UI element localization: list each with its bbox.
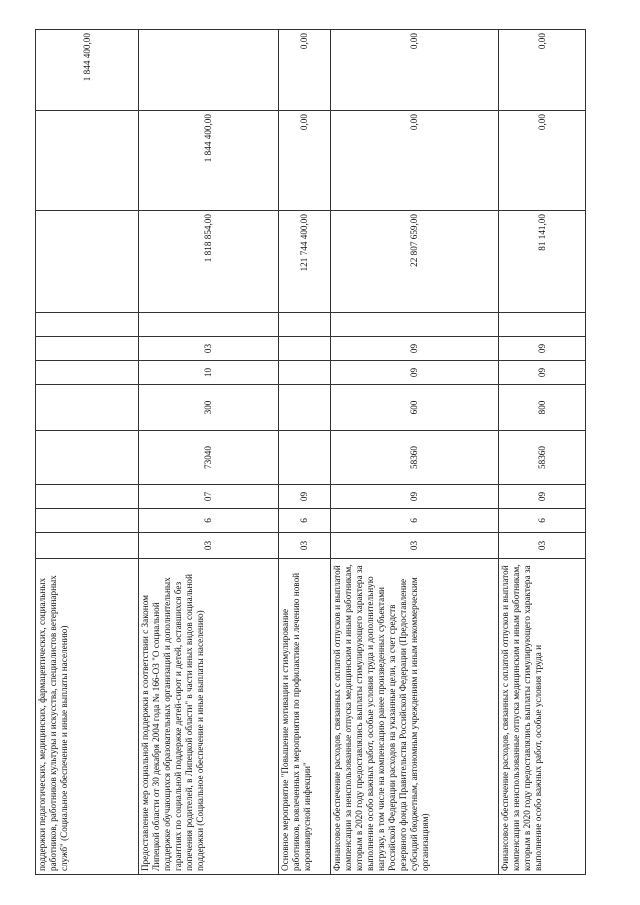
code-cell <box>36 431 139 485</box>
row-description: Финансовое обеспечение расходов, связанных с оплатой отпусков и выплатой компенсации за неиспользованные отпуска медицинским и иным работникам, которым в 2020 году предоставлялись выплаты стимулирующего характера за выполнение особо важных работ, особые условия труда и дополнительную нагрузку, в том числе на компенсацию ранее произведенных субъектами Российской Федерации расходов на указанные цели, за счет средств резервного фонда Правительства Российской Федерации (Предоставление субсидий бюджетным, автономным учреждениям и иным некоммерческим организациям) <box>331 559 499 875</box>
amount-cell <box>36 211 139 313</box>
code-cell: 03 <box>139 533 279 559</box>
code-cell: 6 <box>331 509 499 533</box>
code-cell <box>36 313 139 337</box>
code-cell: 09 <box>279 485 331 509</box>
code-cell: 07 <box>139 485 279 509</box>
code-cell: 58360 <box>331 431 499 485</box>
code-cell <box>331 313 499 337</box>
code-cell: 800 <box>499 385 586 431</box>
code-cell: 03 <box>139 337 279 361</box>
code-cell: 600 <box>331 385 499 431</box>
amount-cell: 81 141,00 <box>499 211 586 313</box>
code-cell <box>279 431 331 485</box>
table-row <box>36 30 139 875</box>
code-cell: 03 <box>499 533 586 559</box>
rotated-content <box>35 30 585 875</box>
code-cell <box>499 313 586 337</box>
code-cell: 09 <box>499 337 586 361</box>
row-description: поддержки педагогических, медицинских, фармацевтических, социальных работников, работников культуры и искусства, специалистов ветеринарных служб" (Социальное обеспечение и иные выплаты населению) <box>36 559 139 875</box>
code-cell: 6 <box>139 509 279 533</box>
budget-table <box>35 29 586 875</box>
table-row <box>279 30 331 875</box>
code-cell <box>36 361 139 385</box>
code-cell <box>279 361 331 385</box>
code-cell <box>279 385 331 431</box>
amount-cell: 1 844 400,00 <box>139 111 279 211</box>
amount-cell: 0,00 <box>499 111 586 211</box>
amount-cell: 1 818 854,00 <box>139 211 279 313</box>
table-row <box>331 30 499 875</box>
code-cell: 09 <box>499 361 586 385</box>
code-cell: 09 <box>331 337 499 361</box>
row-description: Финансовое обеспечение расходов, связанных с оплатой отпусков и выплатой компенсации за неиспользованные отпуска медицинским и иным работникам, которым в 2020 году предоставлялись выплаты стимулирующего характера за выполнение особо важных работ, особые условия труда и <box>499 559 586 875</box>
code-cell <box>36 337 139 361</box>
amount-cell: 121 744 400,00 <box>279 211 331 313</box>
code-cell: 6 <box>279 509 331 533</box>
table-row <box>499 30 586 875</box>
row-description: Предоставление мер социальной поддержки в соответствии с Законом Липецкой области от 30 декабря 2004 года № 166-ОЗ "О социальной поддержке обучающихся образовательных организаций и дополнительных гарантиях по социальной поддержке детей-сирот и детей, оставшихся без попечения родителей, в Липецкой области" в части иных видов социальной поддержки (Социальное обеспечение и иные выплаты населению) <box>139 559 279 875</box>
code-cell: 09 <box>499 485 586 509</box>
amount-cell <box>36 111 139 211</box>
code-cell <box>139 313 279 337</box>
row-description: Основное мероприятие "Повышение мотивации и стимулирование работников, вовлеченных в мероприятия по профилактике и лечению новой коронавирусной инфекции" <box>279 559 331 875</box>
amount-cell: 0,00 <box>331 111 499 211</box>
code-cell <box>36 509 139 533</box>
code-cell <box>279 313 331 337</box>
amount-cell: 0,00 <box>279 111 331 211</box>
code-cell: 10 <box>139 361 279 385</box>
code-cell <box>36 485 139 509</box>
code-cell: 73040 <box>139 431 279 485</box>
amount-cell: 1 844 400,00 <box>36 30 139 111</box>
code-cell: 09 <box>331 485 499 509</box>
code-cell: 6 <box>499 509 586 533</box>
code-cell: 03 <box>331 533 499 559</box>
amount-cell: 22 807 659,00 <box>331 211 499 313</box>
code-cell: 09 <box>331 361 499 385</box>
code-cell: 58360 <box>499 431 586 485</box>
amount-cell: 0,00 <box>279 30 331 111</box>
table-row <box>139 30 279 875</box>
code-cell: 300 <box>139 385 279 431</box>
amount-cell: 0,00 <box>499 30 586 111</box>
amount-cell: 0,00 <box>331 30 499 111</box>
code-cell <box>36 533 139 559</box>
code-cell <box>36 385 139 431</box>
code-cell <box>279 337 331 361</box>
document-page <box>35 30 585 875</box>
code-cell: 03 <box>279 533 331 559</box>
amount-cell <box>139 30 279 111</box>
